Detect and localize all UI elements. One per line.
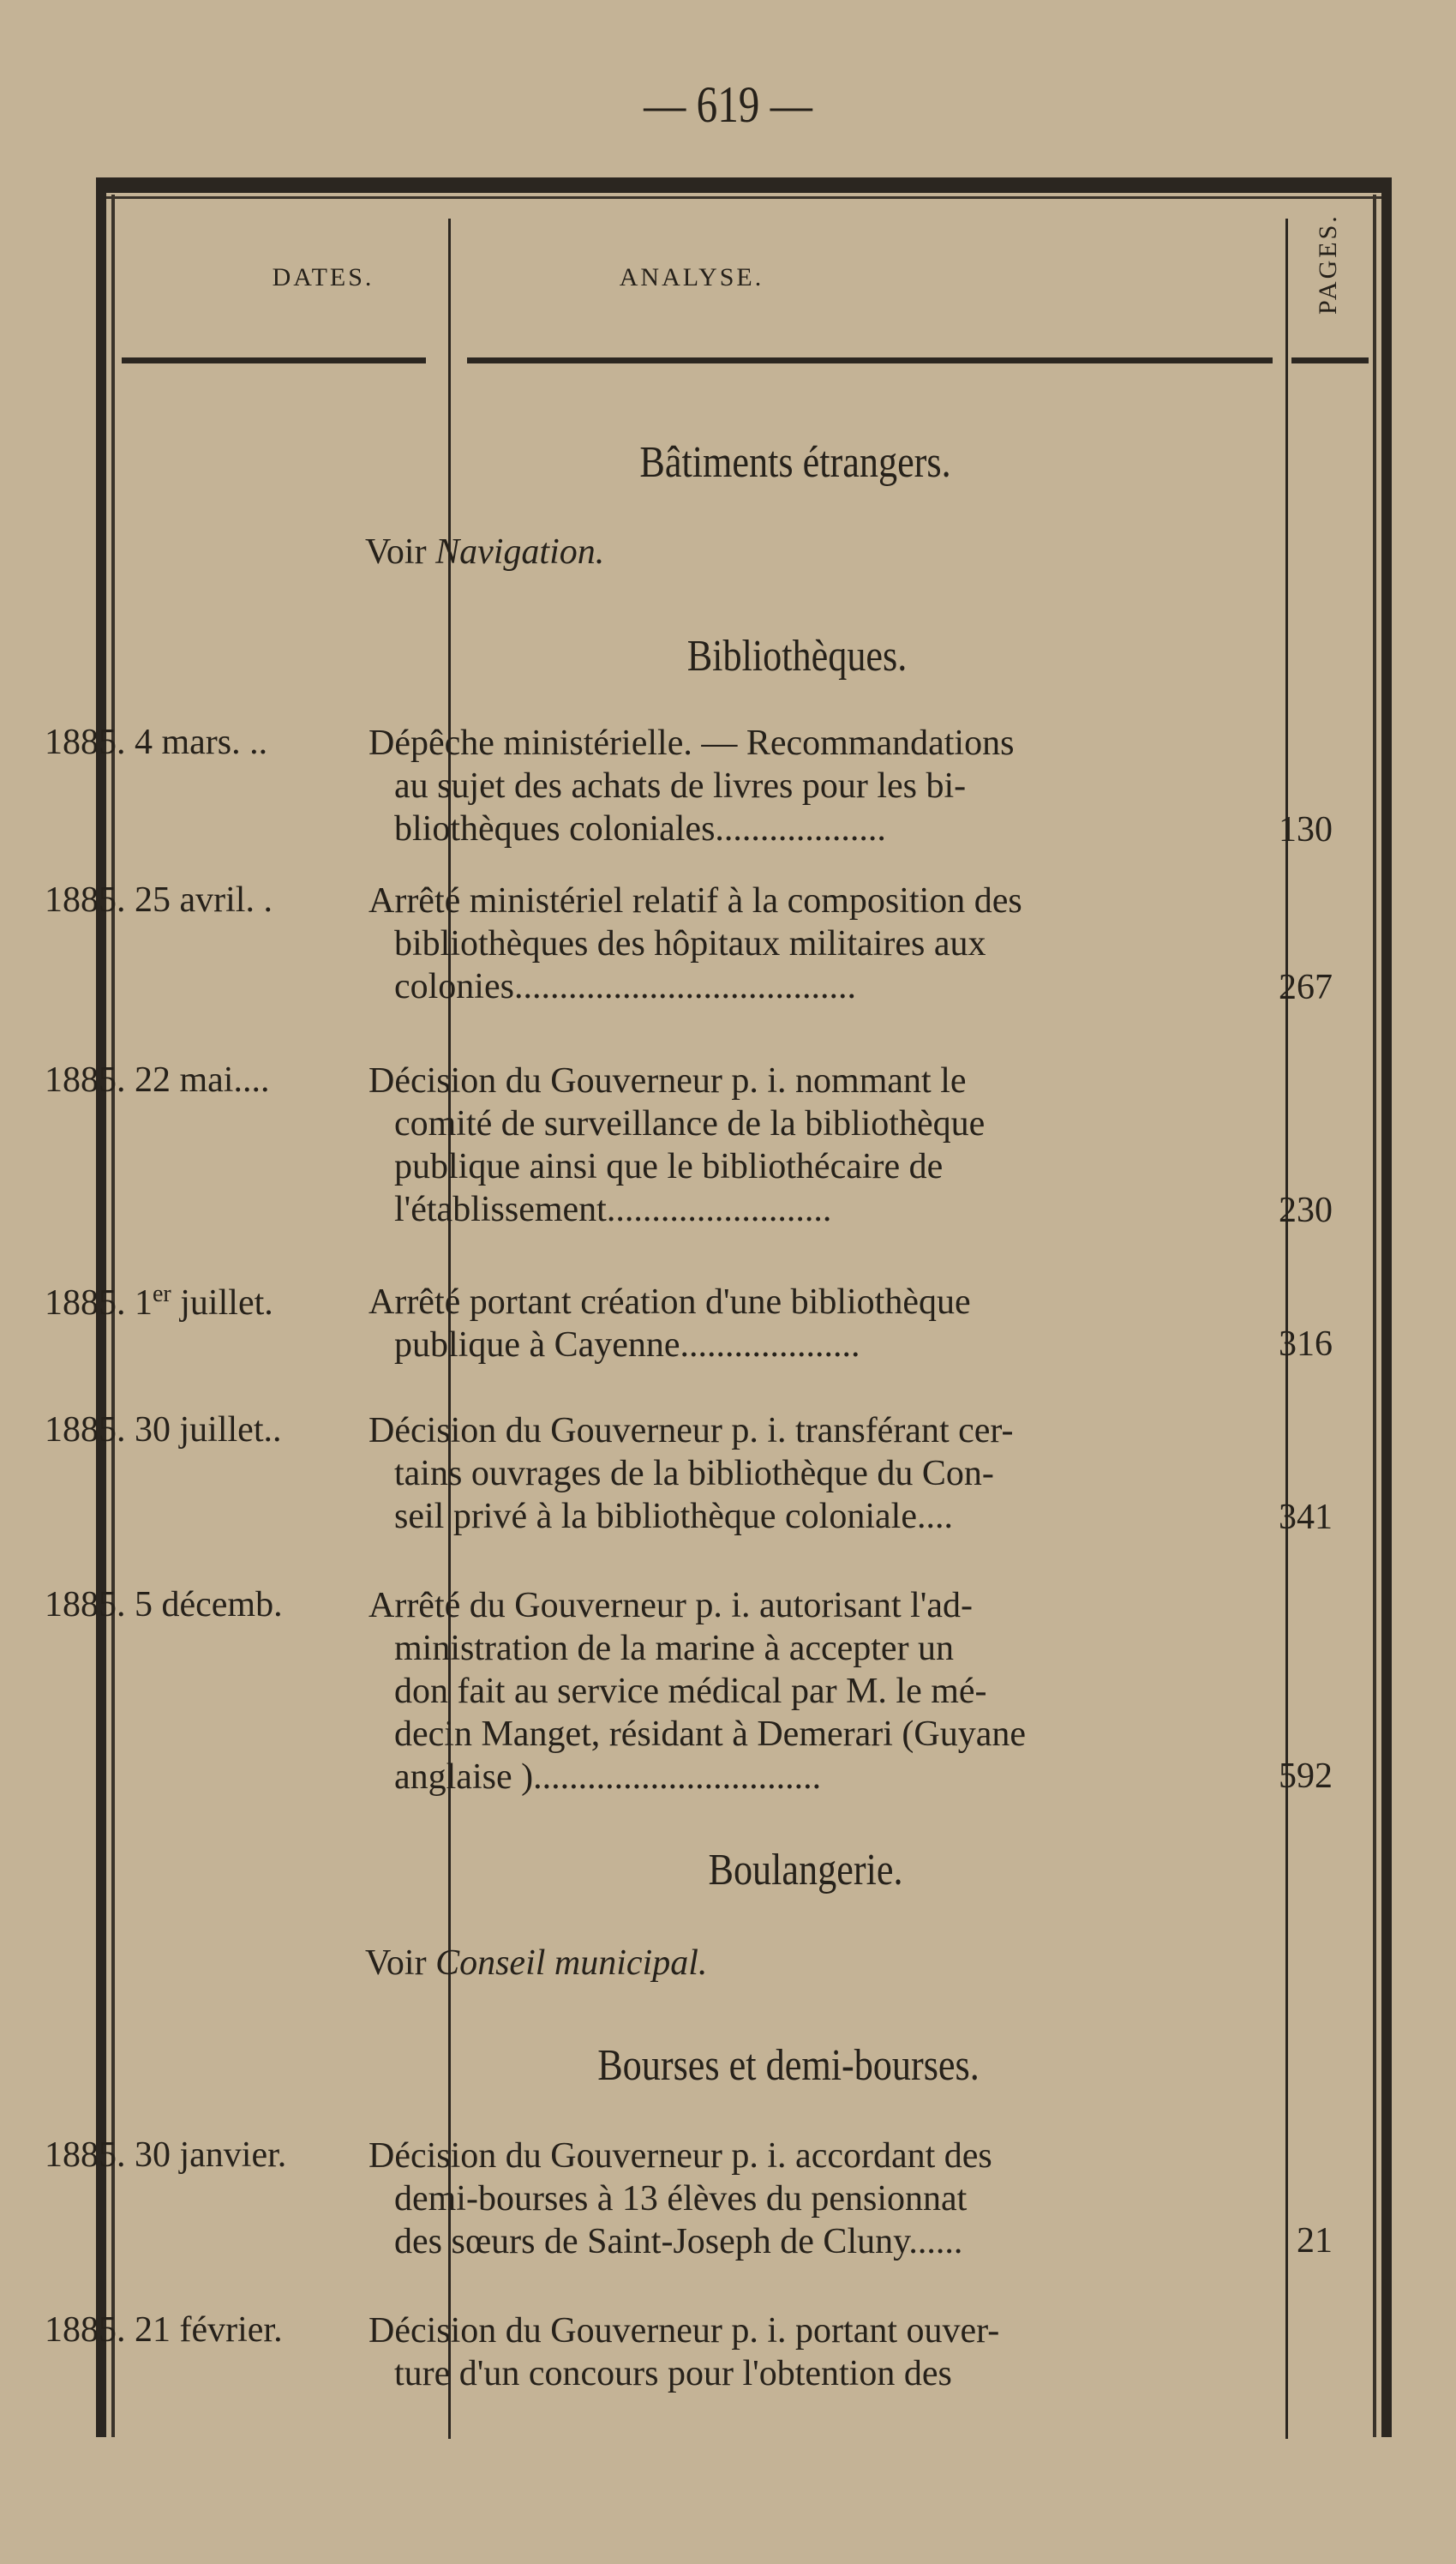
see-also-navigation: Voir Navigation.	[365, 532, 605, 572]
entry-page: 592	[1279, 1756, 1333, 1796]
frame-top-border	[96, 177, 1392, 193]
frame-top-inner-border	[101, 196, 1387, 199]
entry-page: 21	[1297, 2221, 1333, 2261]
section-title-boulangerie: Boulangerie.	[708, 1846, 903, 1894]
header-analyse: ANALYSE.	[619, 263, 764, 291]
entry-date: 1885. 5 décemb.	[45, 1585, 283, 1624]
see-also-conseil-municipal: Voir Conseil municipal.	[365, 1943, 708, 1983]
entry-date: 1885. 30 juillet..	[45, 1410, 282, 1450]
entry-date: 1885. 30 janvier.	[45, 2135, 287, 2175]
entry-date: 1885. 4 mars. ..	[45, 723, 268, 762]
entry-page: 230	[1279, 1191, 1333, 1230]
section-title-bibliotheques: Bibliothèques.	[686, 632, 908, 681]
entry-date: 1885. 25 avril. .	[45, 880, 273, 920]
section-title-batiments: Bâtiments étrangers.	[639, 438, 951, 487]
entry-analysis: Décision du Gouverneur p. i. nommant le comité de surveillance de la bibliothèque publique ainsi que le bibliothécaire de l'établissement.........................	[368, 1061, 986, 1229]
entry-page: 267	[1279, 968, 1333, 1007]
header-rule-dates	[122, 357, 426, 363]
entry-analysis: Décision du Gouverneur p. i. accordant des demi-bourses à 13 élèves du pensionnat des sœurs de Saint-Joseph de Cluny......	[368, 2136, 992, 2261]
entry-analysis: Arrêté du Gouverneur p. i. autorisant l'ad- ministration de la marine à accepter un don fait au service médical par M. le mé- decin Manget, résidant à Demerari (Guyane anglaise )................................	[368, 1586, 1027, 1797]
frame-right-border	[1381, 177, 1392, 2437]
entry-analysis: Décision du Gouverneur p. i. portant ouver- ture d'un concours pour l'obtention des	[368, 2311, 1000, 2393]
entry-date: 1885. 21 février.	[45, 2310, 283, 2350]
entry-analysis: Dépêche ministérielle. — Recommandations au sujet des achats de livres pour les bi- bliothèques coloniales...................	[368, 724, 1015, 849]
entry-analysis: Arrêté ministériel relatif à la composition des bibliothèques des hôpitaux militaires aux colonies......................................	[368, 881, 1022, 1006]
header-rule-analyse	[467, 357, 1273, 363]
entry-page: 130	[1279, 810, 1333, 850]
entry-page: 316	[1279, 1324, 1333, 1364]
header-pages: PAGES.	[1314, 213, 1342, 315]
frame-right-inner-border	[1373, 195, 1376, 2437]
page-number: — 619 —	[644, 76, 812, 133]
entry-page: 341	[1279, 1498, 1333, 1537]
entry-analysis: Décision du Gouverneur p. i. transférant cer- tains ouvrages de la bibliothèque du Con- seil privé à la bibliothèque coloniale....	[368, 1411, 1014, 1536]
section-title-bourses: Bourses et demi-bourses.	[597, 2041, 980, 2090]
header-dates: DATES.	[272, 263, 374, 291]
entry-date: 1885. 1er juillet.	[45, 1281, 273, 1323]
entry-date: 1885. 22 mai....	[45, 1060, 270, 1100]
header-rule-pages	[1291, 357, 1369, 363]
entry-analysis: Arrêté portant création d'une bibliothèque publique à Cayenne....................	[368, 1282, 971, 1365]
